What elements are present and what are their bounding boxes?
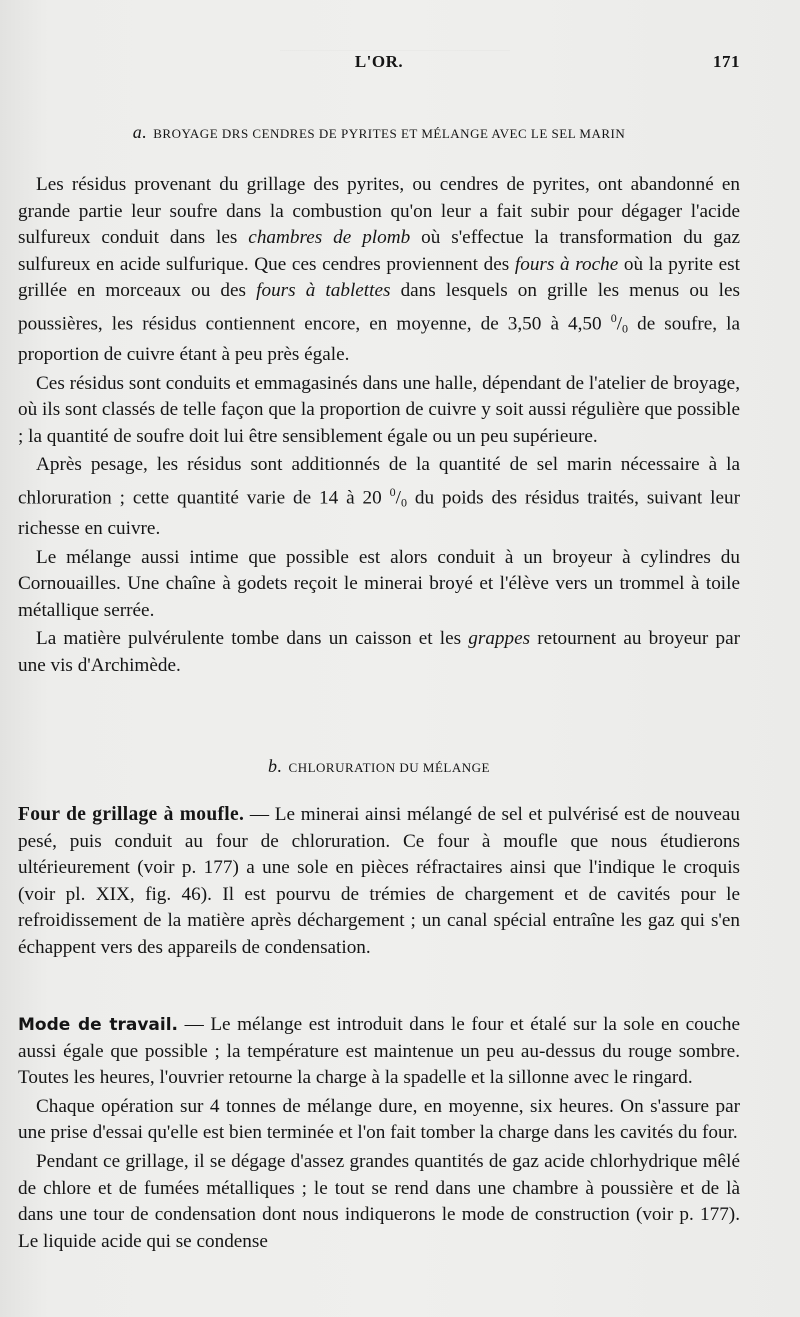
para-text: Après pesage, les résidus sont additionnés de la quantité de sel marin nécessaire à la chloruration ; cette quantité varie de 14 à 20 — [18, 454, 740, 509]
percent-sub: 0 — [622, 321, 629, 336]
paragraph-residus — [18, 172, 740, 369]
percent-slash: / — [395, 487, 401, 509]
italic-term: grappes — [468, 628, 531, 650]
paragraph-four-grillage — [18, 802, 740, 962]
subheading-a — [18, 122, 740, 143]
para-text: dans lesquels on grille les menus ou les poussières, les résidus contiennent encore, en moyenne, de 3,50 à 4,50 — [18, 280, 740, 335]
para-text: du poids des résidus traités, suivant leur richesse en cuivre. — [18, 487, 740, 539]
percent-sup: 0 — [610, 310, 617, 325]
para-text: où s'effectue la transformation du gaz sulfureux en acide sulfurique. Que ces cendres proviennent des — [18, 227, 740, 275]
percent-slash: / — [616, 313, 623, 335]
para-text: retournent au broyeur par une vis d'Archimède. — [18, 628, 740, 676]
paragraph-broyeur: Le mélange aussi intime que possible est alors conduit à un broyeur à cylindres du Cornouailles. Une chaîne à godets reçoit le minerai broyé et l'élève vers un trommel à toile métallique serrée. — [18, 546, 740, 621]
four-section — [18, 802, 740, 962]
italic-term: fours à roche — [514, 253, 619, 275]
subheading-b — [18, 756, 740, 777]
italic-term: fours à tablettes — [256, 280, 391, 302]
page-number: 171 — [713, 52, 740, 71]
subheading-letter-a: a. — [132, 122, 148, 142]
paragraph-halle: Ces résidus sont conduits et emmagasinés dans une halle, dépendant de l'atelier de broyage, où ils sont classés de telle façon que la proportion de cuivre y soit aussi régulière que possible ; la quantité de soufre doit lui être sensiblement égale ou un peu supérieure. — [18, 372, 740, 447]
paragraph-grillage-gaz: Pendant ce grillage, il se dégage d'assez grandes quantités de gaz acide chlorhydrique mêlé de chlore et de fumées métalliques ; le tout se rend dans une chambre à poussière et de là dans une tour de condensation dont nous indiquerons le mode de construction (voir p. 177). Le liquide acide qui se condense — [18, 1150, 740, 1252]
subheading-text-b: CHLORURATION DU MÉLANGE — [288, 760, 490, 775]
para-text: La matière pulvérulente tombe dans un caisson et les — [36, 628, 469, 650]
section-a-body — [18, 172, 740, 679]
paragraph-operation: Chaque opération sur 4 tonnes de mélange dure, en moyenne, six heures. On s'assure par une prise d'essai qu'elle est bien terminée et l'on fait tomber la charge dans les cavités du four. — [18, 1095, 740, 1144]
para-text: où la pyrite est grillée en morceaux ou des — [18, 253, 740, 302]
percent-sub: 0 — [401, 495, 407, 510]
para-text: — Le minerai ainsi mélangé de sel et pulvérisé est de nouveau pesé, puis conduit au four de chloruration. Ce four à moufle que nous étudierons ultérieurement (voir p. 177) a une sole en pièces réfractaires ainsi que l'indique le croquis (voir pl. XIX, fig. 46). Il est pourvu de trémies de chargement et de cavités pour le refroidissement de la matière après déchargement ; un canal spécial entraîne les gaz qui s'en échappent vers des appareils de condensation. — [18, 804, 740, 958]
para-text: de soufre, la proportion de cuivre étant à peu près égale. — [18, 313, 740, 365]
subheading-letter-b: b. — [268, 756, 283, 776]
para-text: — Le mélange est introduit dans le four et étalé sur la sole en couche aussi égale que possible ; la température est maintenue un peu au-dessus du rouge sombre. Toutes les heures, l'ouvrier retourne la charge à la spadelle et la sillonne avec le ringard. — [18, 1014, 740, 1089]
paragraph-mode-travail — [18, 1012, 740, 1092]
mode-section — [18, 1012, 740, 1255]
running-title: L'OR. — [354, 52, 404, 71]
percent-sup: 0 — [389, 484, 396, 499]
running-head — [18, 52, 740, 76]
paragraph-grappes — [18, 626, 740, 679]
italic-term: chambres de plomb — [248, 227, 411, 249]
run-in-mode: Mode de travail. — [18, 1015, 179, 1035]
subheading-text-a: BROYAGE DRS CENDRES DE PYRITES ET MÉLANGE AVEC LE SEL MARIN — [153, 126, 626, 141]
run-in-four: Four de grillage à moufle. — [18, 804, 245, 825]
paragraph-pesage — [18, 452, 740, 542]
para-text: Les résidus provenant du grillage des pyrites, ou cendres de pyrites, ont abandonné en grande partie leur soufre dans la combustion qu'on leur a fait subir pour dégager l'acide sulfureux conduit dans les — [18, 174, 740, 249]
